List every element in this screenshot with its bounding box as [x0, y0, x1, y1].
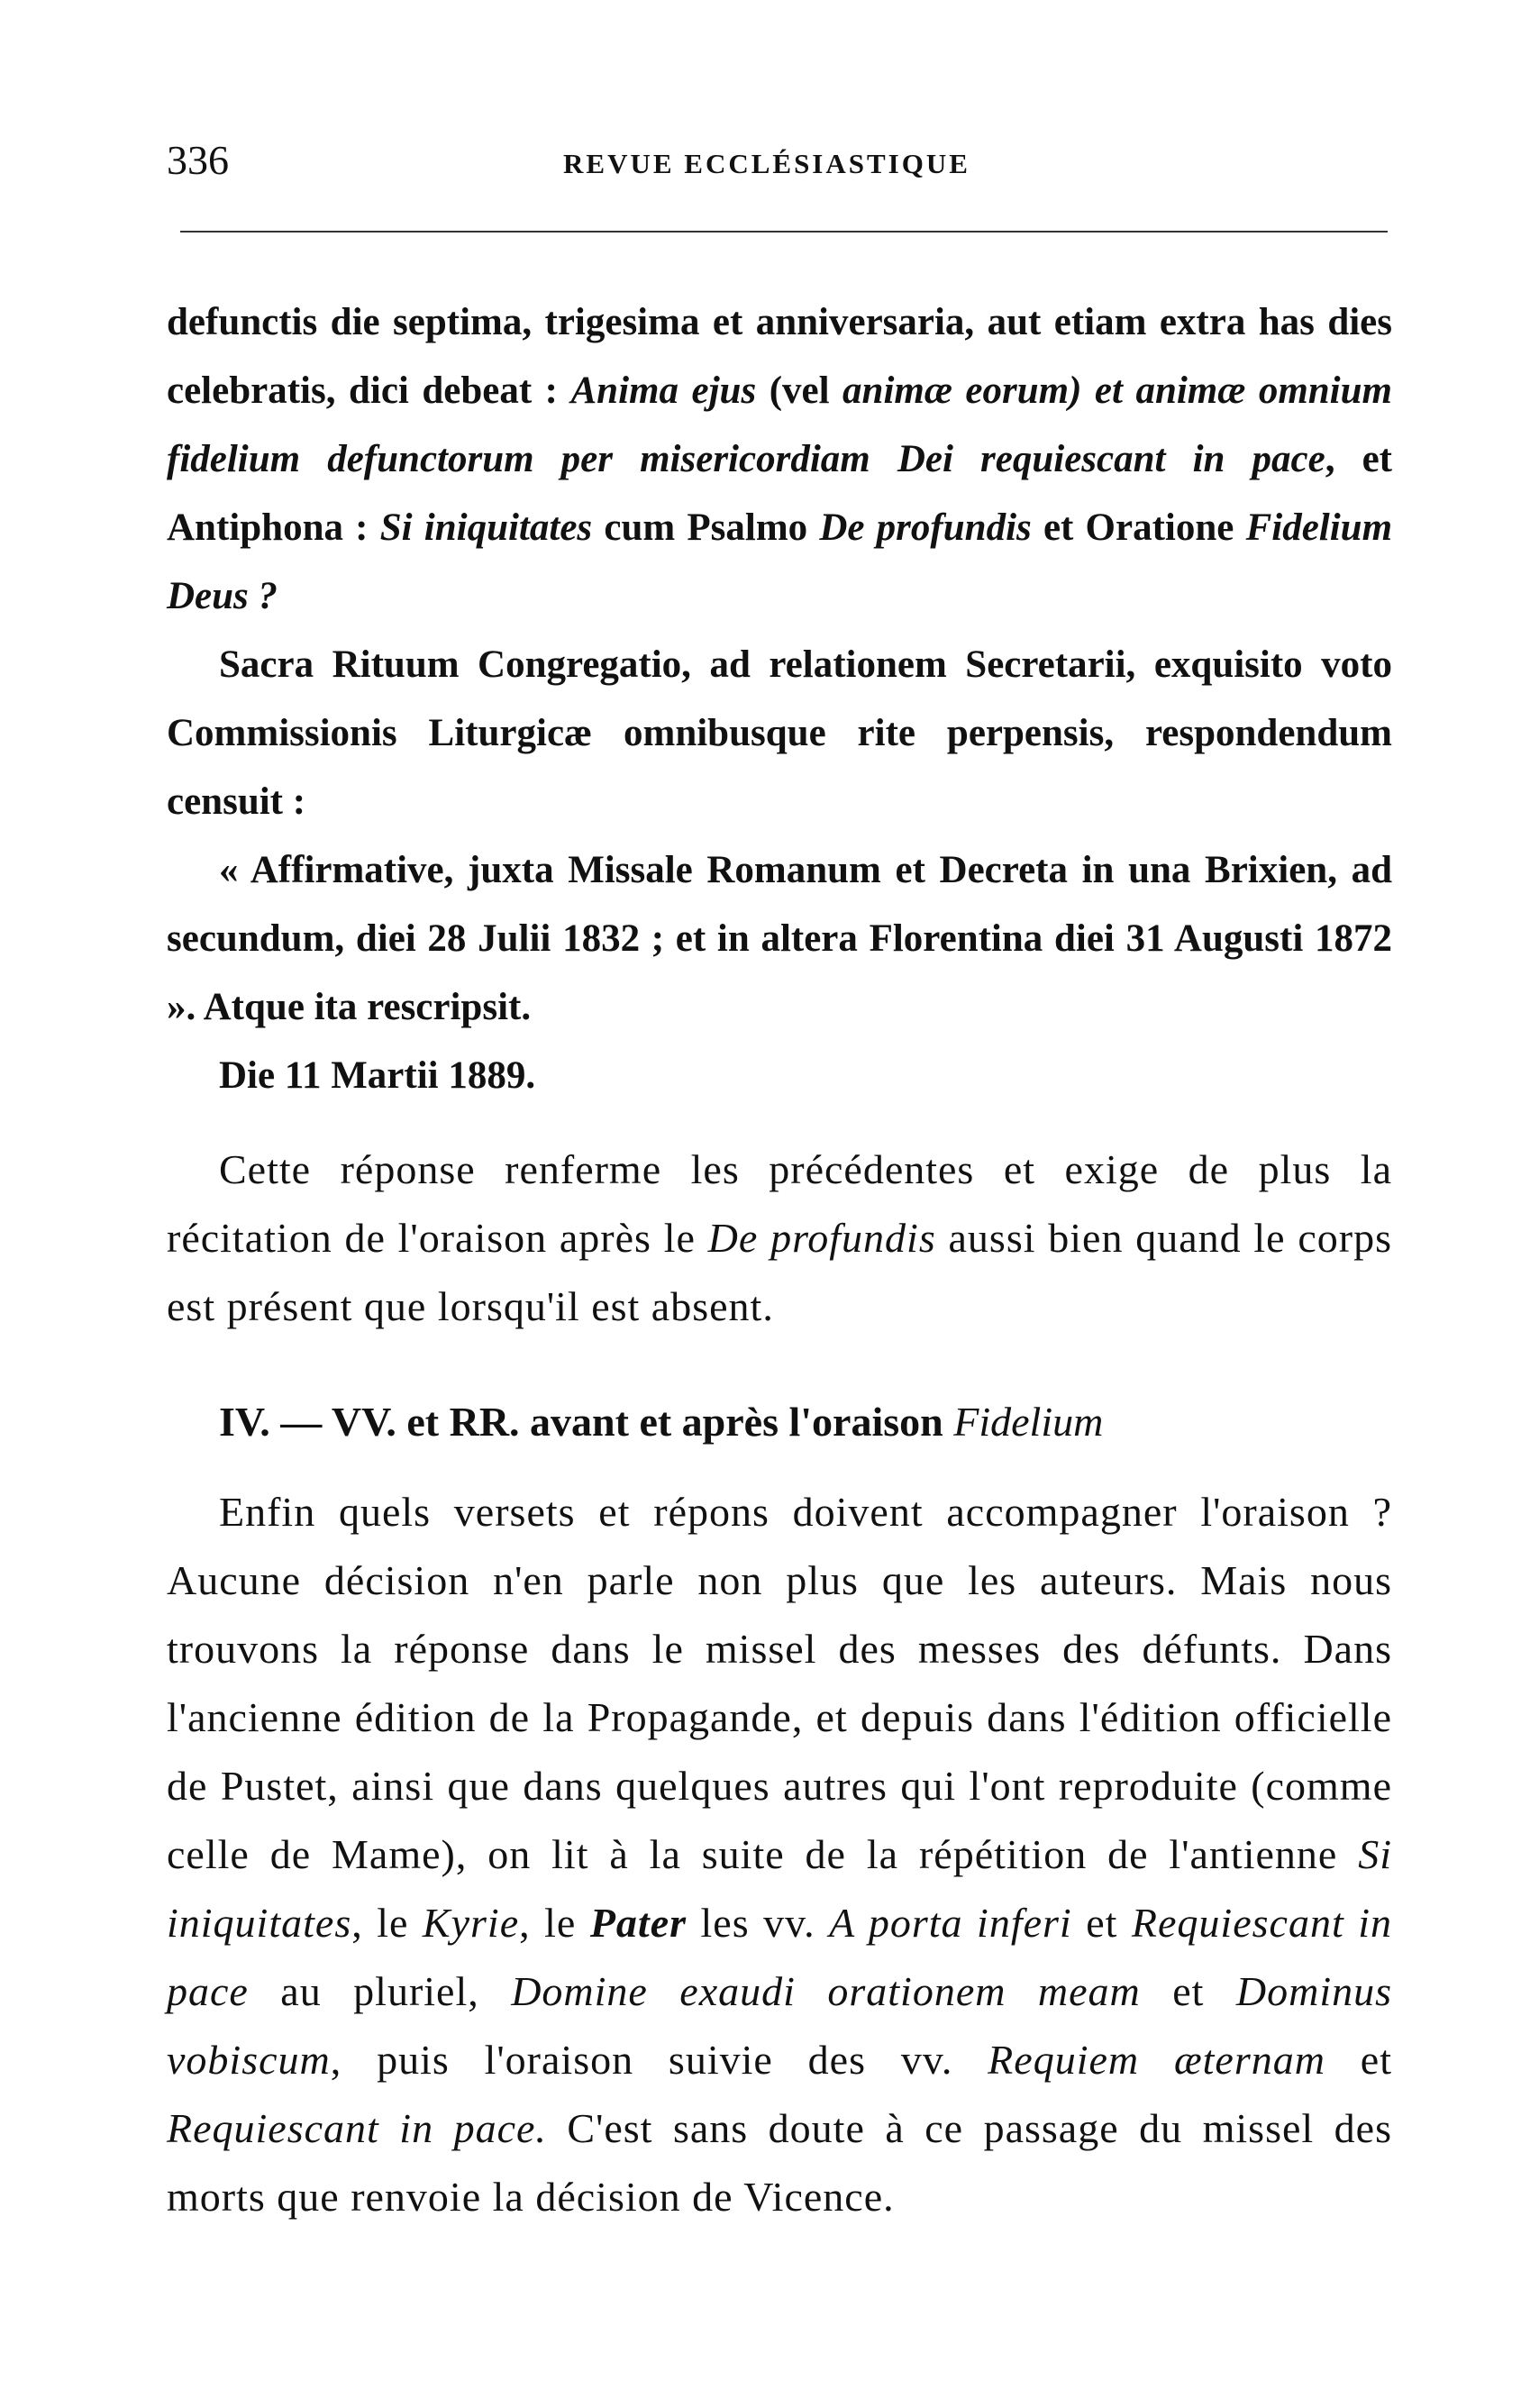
- decree-block: [167, 288, 1392, 1110]
- body-text: [167, 288, 1392, 2231]
- decree-response-paragraph: Sacra Rituum Congregatio, ad relationem Secretarii, exquisito voto Commissionis Liturgicæ omnibusque rite perpensis, respondendum censuit :: [167, 643, 1392, 823]
- decree-answer-paragraph: « Affirmative, juxta Missale Romanum et Decreta in una Brixien, ad secundum, diei 28 Julii 1832 ; et in altera Florentina diei 31 Augusti 1872 ». Atque ita rescripsit.: [167, 849, 1392, 1028]
- header-rule: [180, 231, 1388, 233]
- page-header: [167, 133, 1392, 196]
- section-heading: IV. — VV. et RR. avant et après l'oraison Fidelium: [219, 1399, 1104, 1445]
- decree-date: Die 11 Martii 1889.: [219, 1054, 536, 1097]
- running-title: REVUE ECCLÉSIASTIQUE: [563, 148, 970, 179]
- decree-question-paragraph: defunctis die septima, trigesima et anniversaria, aut etiam extra has dies celebratis, dici debeat : Anima ejus (vel animæ eorum) et animæ omnium fidelium defunctorum per misericordiam Dei requiescant in pace, et Antiphona : Si iniquitates cum Psalmo De profundis et Oratione Fidelium Deus ?: [167, 301, 1393, 617]
- section-paragraph: Enfin quels versets et répons doivent accompagner l'oraison ? Aucune décision n'en parle non plus que les auteurs. Mais nous trouvons la réponse dans le missel des messes des défunts. Dans l'ancienne édition de la Propagande, et depuis dans l'édition officielle de Pustet, ainsi que dans quelques autres qui l'ont reproduite (comme celle de Mame), on lit à la suite de la répétition de l'antienne Si iniquitates, le Kyrie, le Pater les vv. A porta inferi et Requiescant in pace au pluriel, Domine exaudi orationem meam et Dominus vobiscum, puis l'oraison suivie des vv. Requiem æternam et Requiescant in pace. C'est sans doute à ce passage du missel des morts que renvoie la décision de Vicence.: [167, 1489, 1392, 2220]
- commentary-paragraph: Cette réponse renferme les précédentes et exige de plus la récitation de l'oraison après le De profundis aussi bien quand le corps est présent que lorsqu'il est absent.: [167, 1146, 1393, 1329]
- page-number: 336: [167, 137, 229, 183]
